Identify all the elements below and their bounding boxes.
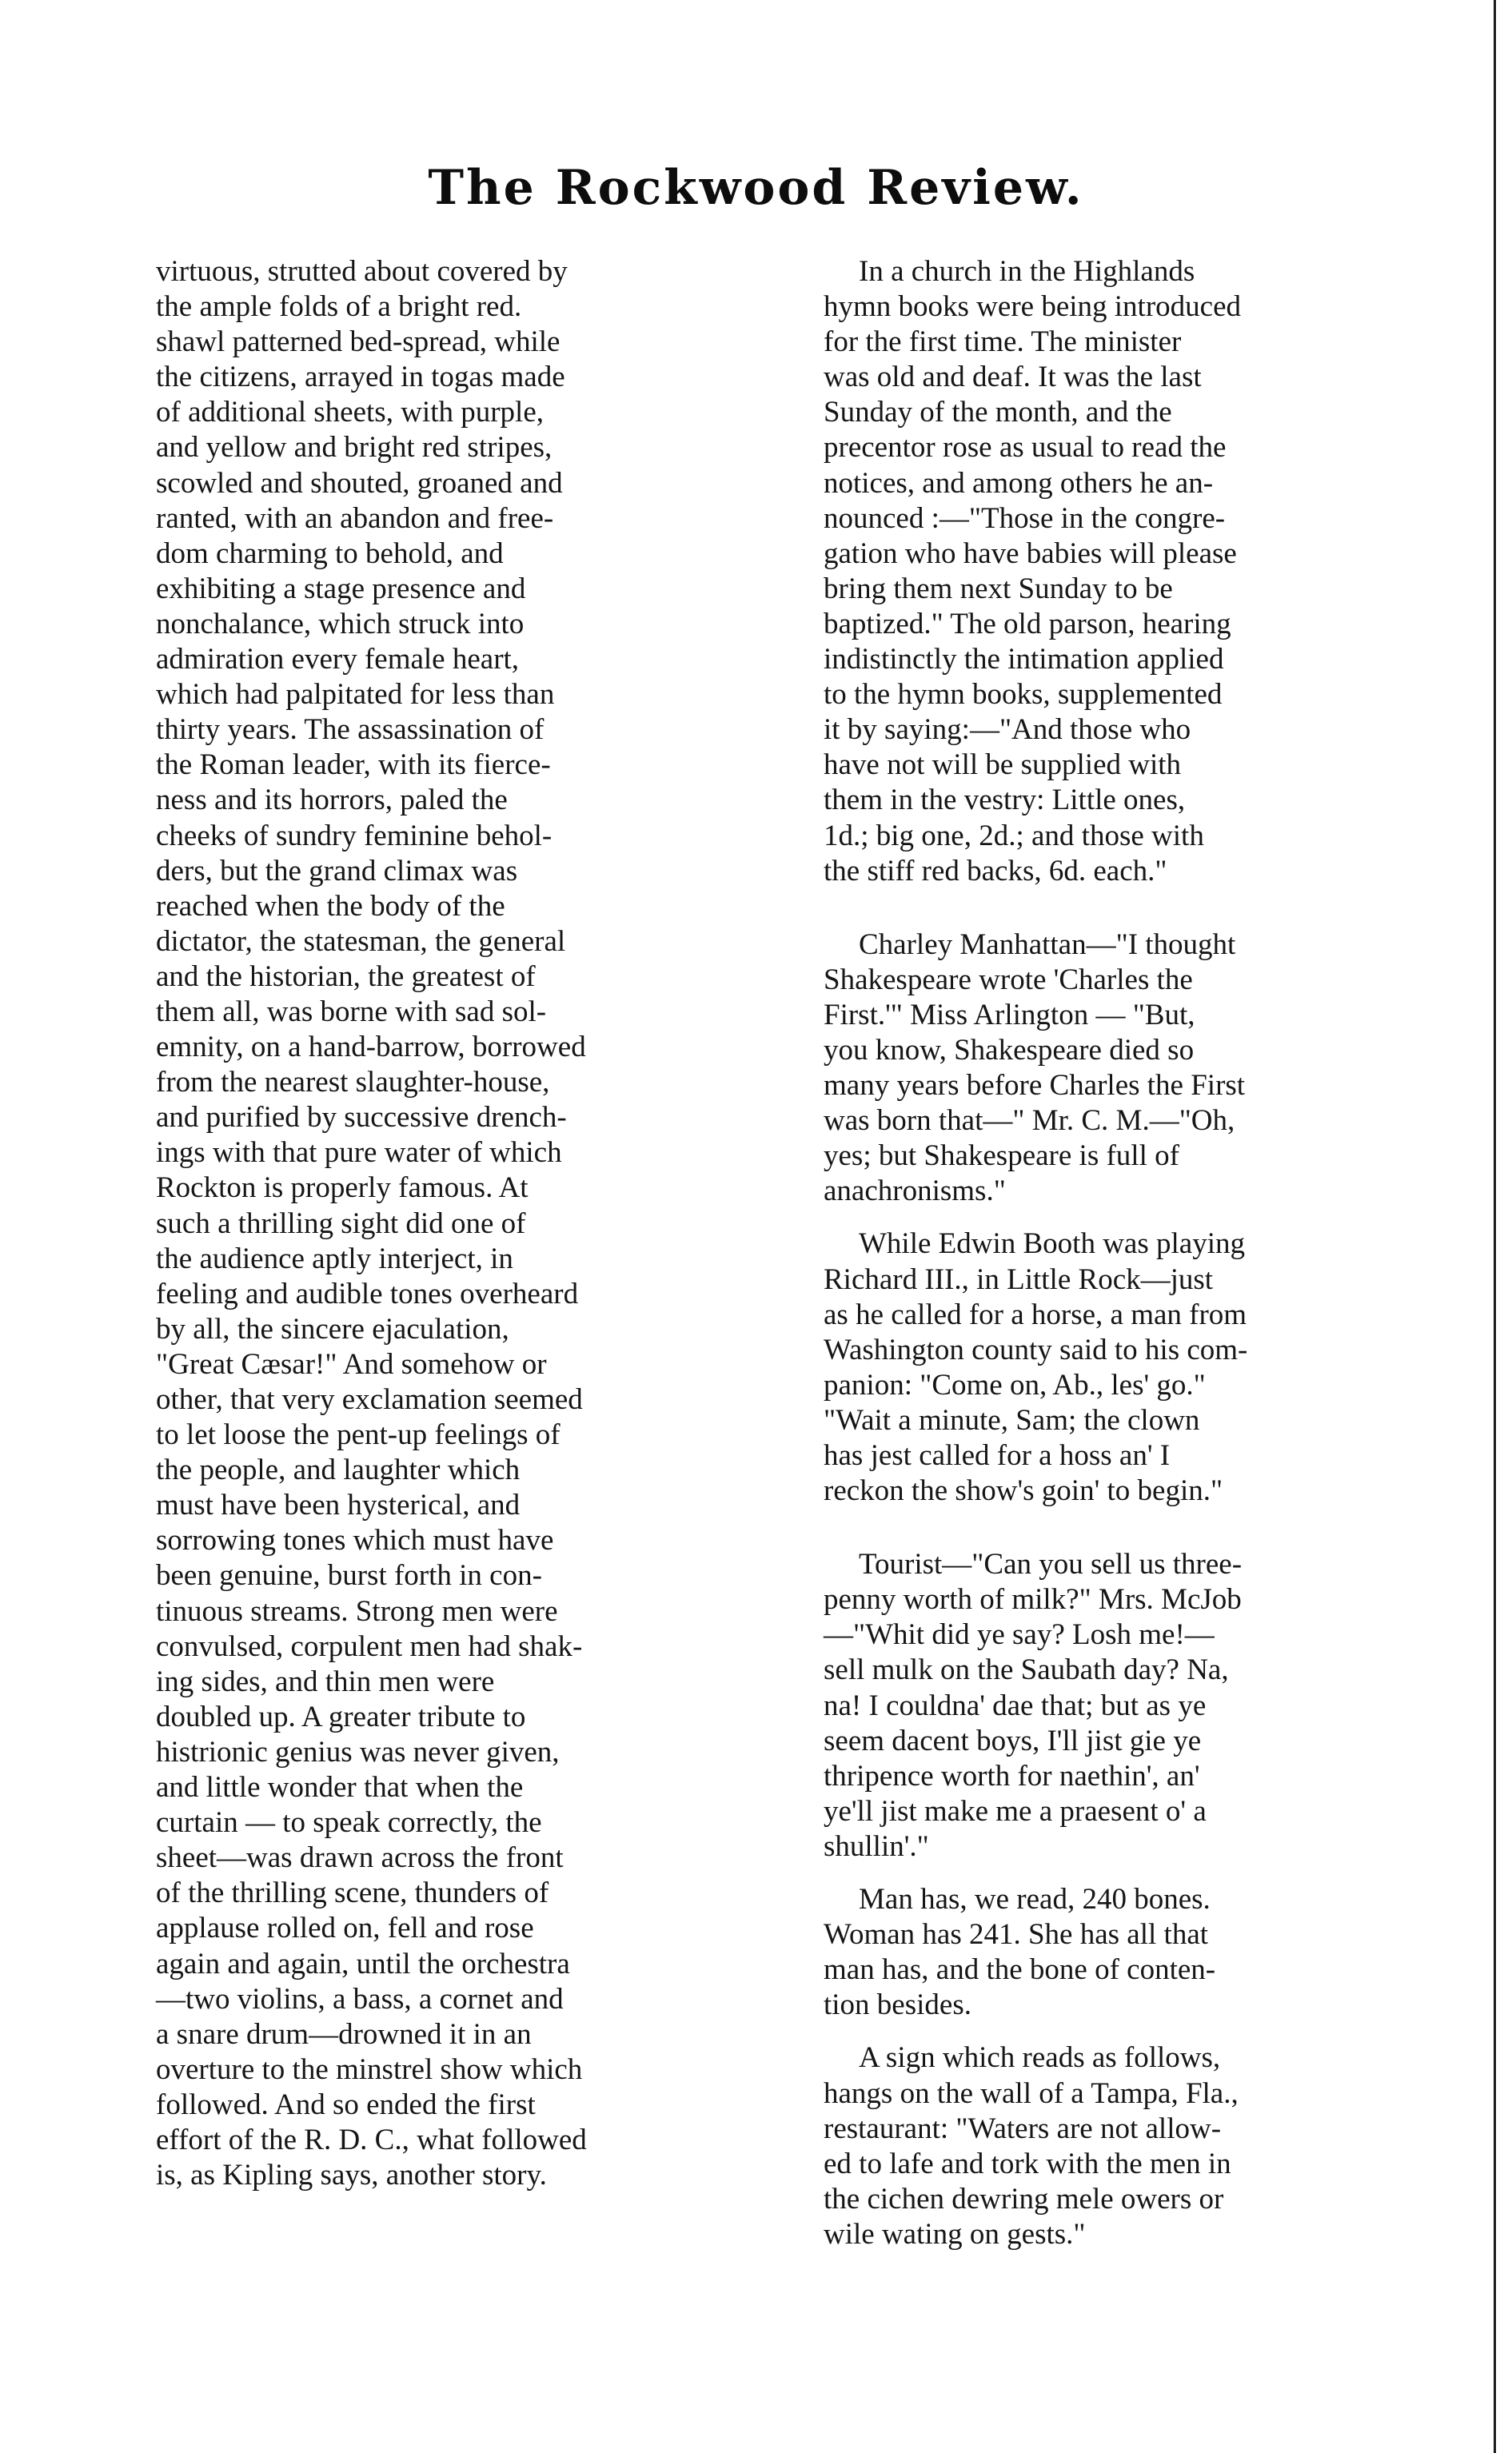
text-line: and little wonder that when the	[156, 1771, 524, 1805]
text-line: ye'll jist make me a praesent o' a	[824, 1794, 1207, 1828]
text-line: was born that—" Mr. C. M.—"Oh,	[824, 1104, 1235, 1138]
text-line: to the hymn books, supplemented	[824, 678, 1223, 712]
text-line: ness and its horrors, paled the	[156, 784, 508, 817]
text-line: hymn books were being introduced	[824, 290, 1241, 324]
text-line: you know, Shakespeare died so	[824, 1033, 1195, 1067]
text-line: by all, the sincere ejaculation,	[156, 1312, 509, 1346]
text-line: and yellow and bright red stripes,	[156, 431, 553, 465]
text-line: must have been hysterical, and	[156, 1489, 521, 1522]
text-line: man has, and the bone of conten-	[824, 1953, 1216, 1987]
page-edge-rule	[1494, 0, 1496, 2453]
text-line: "Wait a minute, Sam; the clown	[824, 1403, 1200, 1437]
text-line: Sunday of the month, and the	[824, 396, 1172, 429]
text-line: Rockton is properly famous. At	[156, 1171, 529, 1205]
text-line: for the first time. The minister	[824, 325, 1182, 359]
text-line: shawl patterned bed-spread, while	[156, 325, 561, 359]
paragraph-tampa-sign	[824, 2040, 1419, 2252]
text-line: of the thrilling scene, thunders of	[156, 1877, 549, 1910]
text-line: reckon the show's goin' to begin."	[824, 1474, 1223, 1508]
text-line: feeling and audible tones overheard	[156, 1277, 579, 1310]
page-title: The Rockwood Review.	[428, 160, 1084, 216]
text-line: the stiff red backs, 6d. each."	[824, 854, 1167, 887]
text-line: bring them next Sunday to be	[824, 572, 1173, 605]
text-line: was old and deaf. It was the last	[824, 361, 1202, 394]
text-line: have not will be supplied with	[824, 748, 1182, 782]
text-line: thripence worth for naethin', an'	[824, 1759, 1200, 1793]
text-line: yes; but Shakespeare is full of	[824, 1139, 1179, 1173]
text-line: notices, and among others he an-	[824, 466, 1214, 500]
paragraph-shakespeare-anecdote	[824, 927, 1419, 1210]
text-line: exhibiting a stage presence and	[156, 572, 526, 605]
text-line: seem dacent boys, I'll jist gie ye	[824, 1724, 1202, 1757]
text-line: ranted, with an abandon and free-	[156, 501, 554, 535]
text-line: Charley Manhattan—"I thought	[859, 927, 1236, 961]
left-column	[156, 254, 748, 2193]
text-line: overture to the minstrel show which	[156, 2052, 583, 2086]
text-line: to let loose the pent-up feelings of	[156, 1418, 561, 1452]
text-line: While Edwin Booth was playing	[859, 1227, 1245, 1261]
text-line: "Great Cæsar!" And somehow or	[156, 1347, 547, 1381]
text-line: na! I couldna' dae that; but as ye	[824, 1689, 1207, 1722]
text-line: a snare drum—drowned it in an	[156, 2017, 532, 2051]
text-line: it by saying:—"And those who	[824, 713, 1191, 747]
text-line: ders, but the grand climax was	[156, 854, 518, 887]
text-line: panion: "Come on, Ab., les' go."	[824, 1368, 1206, 1402]
paragraph-edwin-booth	[824, 1226, 1419, 1509]
text-line: and the historian, the greatest of	[156, 959, 536, 993]
text-line: sorrowing tones which must have	[156, 1524, 554, 1558]
text-line: them in the vestry: Little ones,	[824, 784, 1186, 817]
text-line: hangs on the wall of a Tampa, Fla.,	[824, 2076, 1239, 2110]
text-line: ings with that pure water of which	[156, 1136, 562, 1170]
text-line: 1d.; big one, 2d.; and those with	[824, 819, 1204, 852]
text-line: shullin'."	[824, 1829, 929, 1863]
text-line: sell mulk on the Saubath day? Na,	[824, 1653, 1229, 1687]
text-line: penny worth of milk?" Mrs. McJob	[824, 1583, 1242, 1617]
text-line: virtuous, strutted about covered by	[156, 255, 568, 288]
text-line: of additional sheets, with purple,	[156, 396, 545, 429]
text-line: indistinctly the intimation applied	[824, 643, 1224, 676]
text-line: been genuine, burst forth in con-	[156, 1559, 542, 1593]
text-line: effort of the R. D. C., what followed	[156, 2123, 587, 2156]
text-line: emnity, on a hand-barrow, borrowed	[156, 1031, 586, 1064]
text-line: First.'" Miss Arlington — "But,	[824, 998, 1195, 1031]
paragraph-highlands-church	[824, 254, 1419, 889]
text-line: and purified by successive drench-	[156, 1101, 567, 1135]
text-line: Tourist—"Can you sell us three-	[859, 1548, 1243, 1581]
text-line: the audience aptly interject, in	[156, 1242, 513, 1275]
text-line: admiration every female heart,	[156, 643, 520, 676]
text-line: restaurant: "Waters are not allow-	[824, 2112, 1222, 2145]
text-line: precentor rose as usual to read the	[824, 431, 1227, 465]
text-line: Man has, we read, 240 bones.	[859, 1883, 1211, 1917]
text-line: —two violins, a bass, a cornet and	[156, 1982, 564, 2016]
text-line: nounced :—"Those in the congre-	[824, 501, 1226, 535]
text-line: the cichen dewring mele owers or	[824, 2182, 1224, 2216]
text-line: has jest called for a hoss an' I	[824, 1439, 1171, 1472]
text-line: reached when the body of the	[156, 889, 505, 923]
text-line: dictator, the statesman, the general	[156, 924, 566, 958]
text-line: the ample folds of a bright red.	[156, 290, 522, 324]
text-line: other, that very exclamation seemed	[156, 1383, 583, 1416]
text-line: them all, was borne with sad sol-	[156, 995, 547, 1028]
paragraph-bones	[824, 1882, 1419, 2023]
right-column	[824, 254, 1419, 2252]
text-line: anachronisms."	[824, 1175, 1006, 1208]
text-line: from the nearest slaughter-house,	[156, 1066, 550, 1099]
text-line: again and again, until the orchestra	[156, 1947, 570, 1980]
text-line: ing sides, and thin men were	[156, 1665, 495, 1698]
text-line: —"Whit did ye say? Losh me!—	[824, 1618, 1215, 1652]
text-line: curtain — to speak correctly, the	[156, 1806, 542, 1840]
paragraph-theatre-story	[156, 254, 748, 2193]
text-line: sheet—was drawn across the front	[156, 1841, 564, 1875]
text-line: Washington county said to his com-	[824, 1333, 1248, 1366]
text-line: dom charming to behold, and	[156, 536, 504, 570]
text-line: such a thrilling sight did one of	[156, 1207, 526, 1240]
text-line: applause rolled on, fell and rose	[156, 1912, 534, 1945]
text-line: tion besides.	[824, 1988, 971, 2022]
text-line: gation who have babies will please	[824, 536, 1237, 570]
text-line: convulsed, corpulent men had shak-	[156, 1629, 583, 1663]
text-line: ed to lafe and tork with the men in	[824, 2147, 1231, 2180]
text-line: tinuous streams. Strong men were	[156, 1594, 558, 1628]
text-line: cheeks of sundry feminine behol-	[156, 819, 553, 852]
text-line: followed. And so ended the first	[156, 2088, 536, 2121]
text-line: as he called for a horse, a man from	[824, 1298, 1247, 1331]
text-line: wile wating on gests."	[824, 2217, 1086, 2251]
text-line: scowled and shouted, groaned and	[156, 466, 563, 500]
text-line: In a church in the Highlands	[859, 255, 1195, 288]
text-line: the citizens, arrayed in togas made	[156, 361, 565, 394]
text-line: is, as Kipling says, another story.	[156, 2159, 547, 2192]
text-line: the Roman leader, with its fierce-	[156, 748, 551, 782]
text-line: which had palpitated for less than	[156, 678, 555, 712]
text-line: the people, and laughter which	[156, 1454, 521, 1487]
text-line: Shakespeare wrote 'Charles the	[824, 963, 1193, 996]
text-line: baptized." The old parson, hearing	[824, 607, 1231, 640]
text-line: many years before Charles the First	[824, 1069, 1246, 1103]
text-line: histrionic genius was never given,	[156, 1735, 560, 1769]
text-line: Woman has 241. She has all that	[824, 1918, 1209, 1952]
text-line: thirty years. The assassination of	[156, 713, 545, 747]
text-line: doubled up. A greater tribute to	[156, 1700, 526, 1733]
paragraph-tourist-milk	[824, 1547, 1419, 1865]
text-line: nonchalance, which struck into	[156, 607, 525, 640]
text-line: A sign which reads as follows,	[859, 2041, 1221, 2075]
text-line: Richard III., in Little Rock—just	[824, 1262, 1214, 1296]
